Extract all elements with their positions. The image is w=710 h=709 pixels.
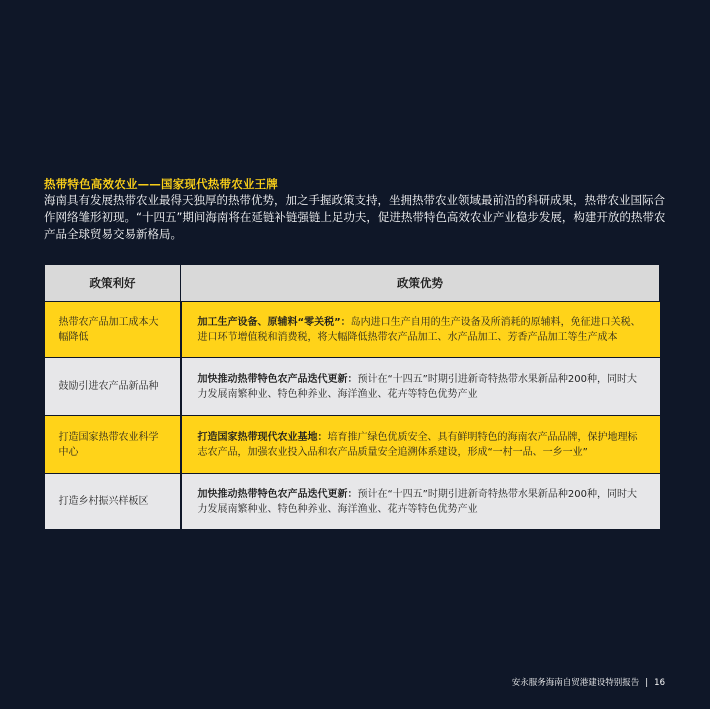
advantage-text: 预计在“十四五”时期引进新奇特热带水果新品种200种，同时大力发展南繁种业、特色种养业、海洋渔业、花卉等特色优势产业 bbox=[197, 373, 637, 400]
page-footer bbox=[512, 676, 665, 688]
advantage-cell bbox=[181, 474, 660, 530]
section-title: 热带特色高效农业——国家现代热带农业王牌 bbox=[44, 177, 278, 191]
advantage-heading: 打造国家热带现代农业基地： bbox=[197, 431, 328, 443]
table-row bbox=[45, 302, 660, 358]
table-row bbox=[45, 416, 660, 474]
advantage-heading: 加快推动热带特色农产品迭代更新： bbox=[197, 488, 358, 500]
advantage-cell bbox=[181, 358, 660, 416]
footer-separator: | bbox=[645, 678, 649, 688]
advantage-cell bbox=[181, 416, 660, 474]
advantage-heading: 加快推动热带特色农产品迭代更新： bbox=[197, 373, 358, 385]
table-header-row bbox=[45, 265, 660, 302]
advantage-text: 培育推广绿色优质安全、具有鲜明特色的海南农产品品牌，保护地理标志农产品，加强农业投入品和农产品质量安全追溯体系建设，形成“一村一品、一乡一业” bbox=[197, 431, 638, 458]
advantage-text: 岛内进口生产自用的生产设备及所消耗的原辅料，免征进口关税、进口环节增值税和消费税，将大幅降低热带农产品加工、水产品加工、芳香产品加工等生产成本 bbox=[197, 316, 641, 343]
benefit-cell: 打造乡村振兴样板区 bbox=[45, 474, 181, 530]
table-row bbox=[45, 474, 660, 530]
header-policy-benefit: 政策利好 bbox=[45, 265, 181, 302]
policy-table bbox=[44, 264, 660, 530]
advantage-cell bbox=[181, 302, 660, 358]
benefit-cell: 打造国家热带农业科学中心 bbox=[45, 416, 181, 474]
table-row bbox=[45, 358, 660, 416]
advantage-text: 预计在“十四五”时期引进新奇特热带水果新品种200种，同时大力发展南繁种业、特色种养业、海洋渔业、花卉等特色优势产业 bbox=[197, 488, 637, 515]
intro-paragraph: 海南具有发展热带农业最得天独厚的热带优势，加之手握政策支持，坐拥热带农业领域最前沿的科研成果，热带农业国际合作网络雏形初现。“十四五”期间海南将在延链补链强链上足功夫，促进热带特色高效农业产业稳步发展，构建开放的热带农产品全球贸易交易新格局。 bbox=[44, 193, 666, 241]
report-name: 安永服务海南自贸港建设特别报告 bbox=[511, 678, 640, 688]
benefit-cell: 鼓励引进农产品新品种 bbox=[45, 358, 181, 416]
advantage-heading: 加工生产设备、原辅料“零关税”： bbox=[197, 316, 351, 328]
benefit-cell: 热带农产品加工成本大幅降低 bbox=[45, 302, 181, 358]
page-number: 16 bbox=[654, 678, 665, 688]
header-policy-advantage: 政策优势 bbox=[181, 265, 660, 302]
